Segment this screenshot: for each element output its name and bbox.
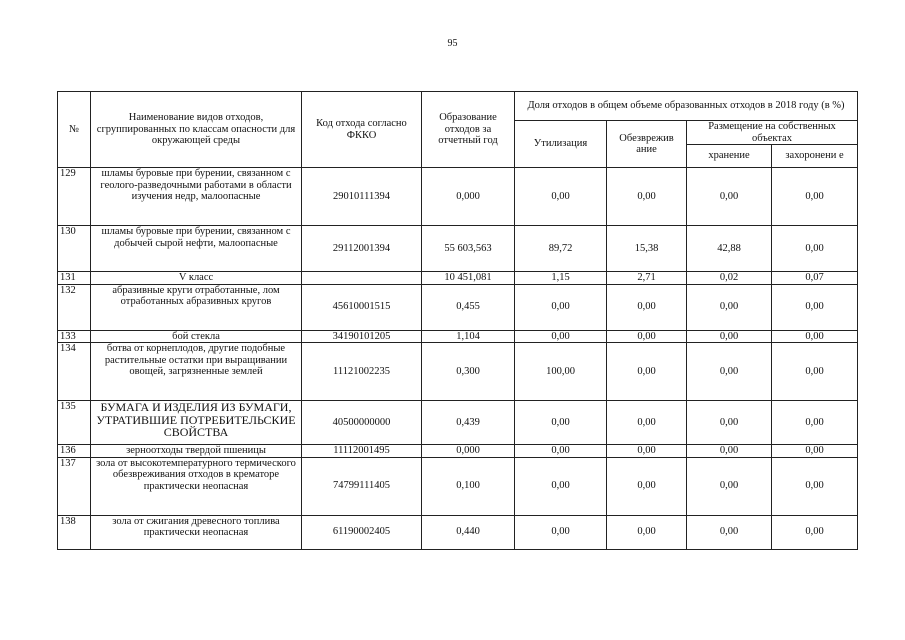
storage-value: 42,88 <box>687 226 772 272</box>
fkko-code: 74799111405 <box>302 457 422 515</box>
row-number: 138 <box>58 515 91 549</box>
utilization-value: 0,00 <box>515 445 607 458</box>
table-row <box>58 401 858 445</box>
utilization-value: 0,00 <box>515 330 607 343</box>
burial-value: 0,00 <box>772 445 858 458</box>
burial-value: 0,00 <box>772 457 858 515</box>
fkko-code: 11121002235 <box>302 343 422 401</box>
waste-name: зола от высокотемпературного термического обезвреживания отходов в крематоре практически неопасная <box>91 457 302 515</box>
formation-value: 0,455 <box>422 284 515 330</box>
storage-value: 0,00 <box>687 401 772 445</box>
header-neutralization: Обезврежив ание <box>607 121 687 168</box>
storage-value: 0,02 <box>687 272 772 285</box>
formation-value: 55 603,563 <box>422 226 515 272</box>
waste-name: зерноотходы твердой пшеницы <box>91 445 302 458</box>
neutralization-value: 0,00 <box>607 330 687 343</box>
storage-value: 0,00 <box>687 457 772 515</box>
burial-value: 0,00 <box>772 284 858 330</box>
neutralization-value: 0,00 <box>607 284 687 330</box>
fkko-code: 45610001515 <box>302 284 422 330</box>
table-row <box>58 343 858 401</box>
burial-value: 0,00 <box>772 343 858 401</box>
row-number: 136 <box>58 445 91 458</box>
table-body <box>58 168 858 550</box>
page-number: 95 <box>447 38 458 49</box>
neutralization-value: 0,00 <box>607 445 687 458</box>
waste-name: ботва от корнеплодов, другие подобные растительные остатки при выращивании овощей, загрязненные землей <box>91 343 302 401</box>
burial-value: 0,07 <box>772 272 858 285</box>
header-number: № <box>58 92 91 168</box>
formation-value: 0,100 <box>422 457 515 515</box>
neutralization-value: 0,00 <box>607 457 687 515</box>
neutralization-value: 0,00 <box>607 515 687 549</box>
utilization-value: 1,15 <box>515 272 607 285</box>
neutralization-value: 15,38 <box>607 226 687 272</box>
formation-value: 0,440 <box>422 515 515 549</box>
row-number: 130 <box>58 226 91 272</box>
table-row <box>58 330 858 343</box>
row-number: 134 <box>58 343 91 401</box>
header-burial: захоронени е <box>772 145 858 168</box>
table-row <box>58 457 858 515</box>
header-share: Доля отходов в общем объеме образованных отходов в 2018 году (в %) <box>515 92 858 121</box>
burial-value: 0,00 <box>772 168 858 226</box>
storage-value: 0,00 <box>687 343 772 401</box>
storage-value: 0,00 <box>687 515 772 549</box>
table-row <box>58 168 858 226</box>
utilization-value: 89,72 <box>515 226 607 272</box>
row-number: 137 <box>58 457 91 515</box>
table-header <box>58 92 858 168</box>
table-row <box>58 226 858 272</box>
utilization-value: 100,00 <box>515 343 607 401</box>
header-placement: Размещение на собственных объектах <box>687 121 858 145</box>
formation-value: 0,439 <box>422 401 515 445</box>
fkko-code: 61190002405 <box>302 515 422 549</box>
row-number: 129 <box>58 168 91 226</box>
utilization-value: 0,00 <box>515 515 607 549</box>
table-row <box>58 272 858 285</box>
utilization-value: 0,00 <box>515 284 607 330</box>
waste-name: бой стекла <box>91 330 302 343</box>
neutralization-value: 2,71 <box>607 272 687 285</box>
burial-value: 0,00 <box>772 401 858 445</box>
waste-name: шламы буровые при бурении, связанном с добычей сырой нефти, малоопасные <box>91 226 302 272</box>
row-number: 131 <box>58 272 91 285</box>
waste-name: V класс <box>91 272 302 285</box>
fkko-code: 29112001394 <box>302 226 422 272</box>
formation-value: 0,000 <box>422 445 515 458</box>
storage-value: 0,00 <box>687 330 772 343</box>
waste-name: абразивные круги отработанные, лом отработанных абразивных кругов <box>91 284 302 330</box>
fkko-code: 29010111394 <box>302 168 422 226</box>
table-row <box>58 284 858 330</box>
waste-name: БУМАГА И ИЗДЕЛИЯ ИЗ БУМАГИ, УТРАТИВШИЕ ПОТРЕБИТЕЛЬСКИЕ СВОЙСТВА <box>91 401 302 445</box>
header-storage: хранение <box>687 145 772 168</box>
formation-value: 1,104 <box>422 330 515 343</box>
waste-table <box>57 91 858 550</box>
neutralization-value: 0,00 <box>607 168 687 226</box>
table-row <box>58 515 858 549</box>
burial-value: 0,00 <box>772 226 858 272</box>
waste-name: зола от сжигания древесного топлива практически неопасная <box>91 515 302 549</box>
utilization-value: 0,00 <box>515 457 607 515</box>
burial-value: 0,00 <box>772 330 858 343</box>
storage-value: 0,00 <box>687 284 772 330</box>
formation-value: 0,300 <box>422 343 515 401</box>
storage-value: 0,00 <box>687 445 772 458</box>
burial-value: 0,00 <box>772 515 858 549</box>
row-number: 133 <box>58 330 91 343</box>
fkko-code: 40500000000 <box>302 401 422 445</box>
fkko-code <box>302 272 422 285</box>
header-fkko-code: Код отхода согласно ФККО <box>302 92 422 168</box>
utilization-value: 0,00 <box>515 168 607 226</box>
formation-value: 0,000 <box>422 168 515 226</box>
utilization-value: 0,00 <box>515 401 607 445</box>
row-number: 132 <box>58 284 91 330</box>
row-number: 135 <box>58 401 91 445</box>
header-waste-name: Наименование видов отходов, сгруппированных по классам опасности для окружающей среды <box>91 92 302 168</box>
neutralization-value: 0,00 <box>607 343 687 401</box>
waste-name: шламы буровые при бурении, связанном с геолого-разведочными работами в области изучения недр, малоопасные <box>91 168 302 226</box>
formation-value: 10 451,081 <box>422 272 515 285</box>
table-row <box>58 445 858 458</box>
fkko-code: 11112001495 <box>302 445 422 458</box>
header-utilization: Утилизация <box>515 121 607 168</box>
storage-value: 0,00 <box>687 168 772 226</box>
fkko-code: 34190101205 <box>302 330 422 343</box>
neutralization-value: 0,00 <box>607 401 687 445</box>
header-formation: Образование отходов за отчетный год <box>422 92 515 168</box>
